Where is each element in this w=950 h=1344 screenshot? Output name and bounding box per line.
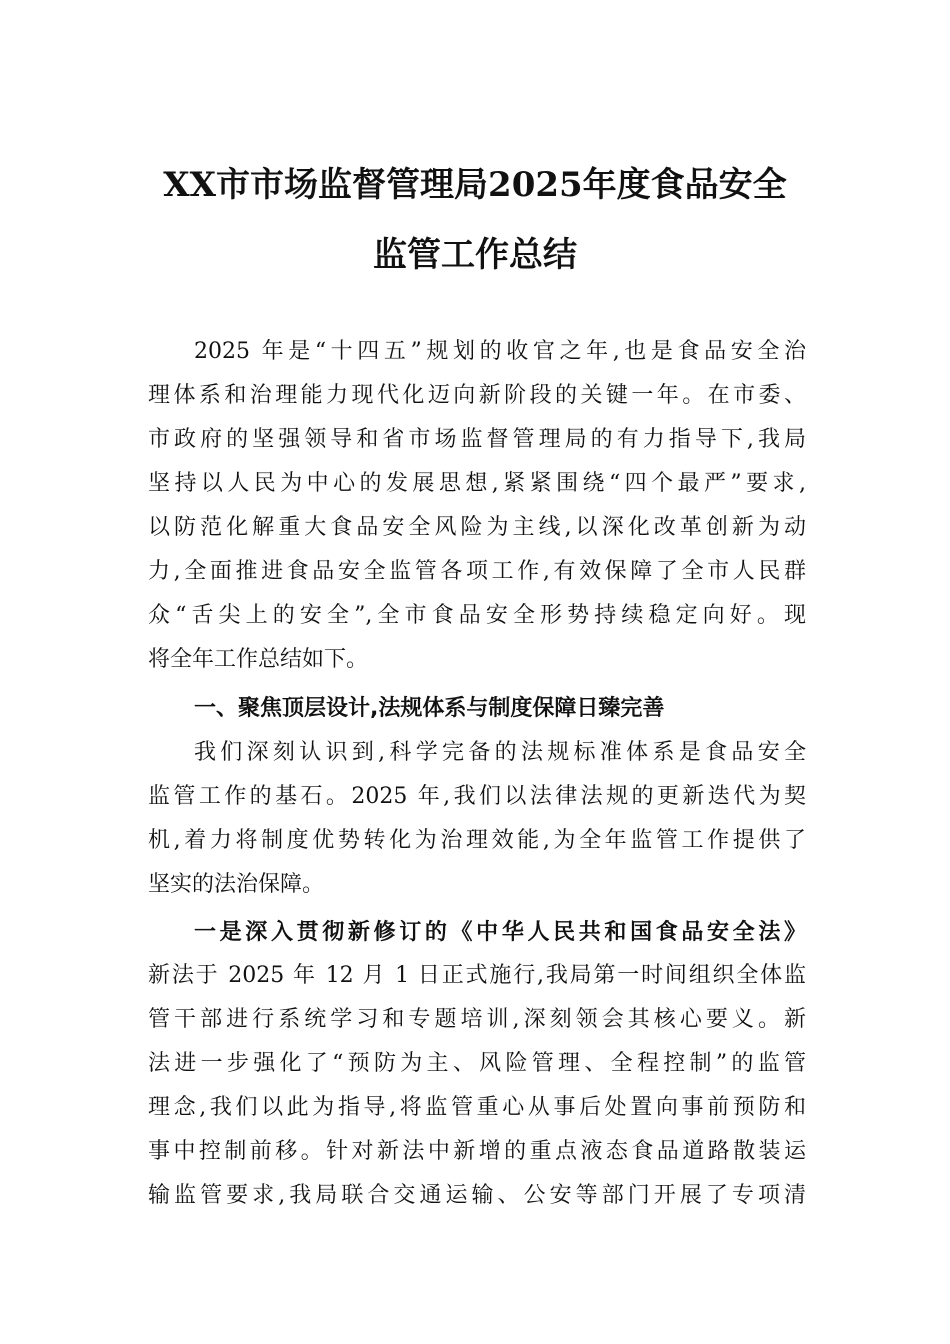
section-paragraph [148,731,806,907]
text-line: 新法于 2025 年 12 月 1 日正式施行,我局第一时间组织全体监 [148,963,806,988]
text-line: 众“舌尖上的安全”,全市食品安全形势持续稳定向好。现 [148,603,806,628]
text-line: 我们深刻认识到,科学完备的法规标准体系是食品安全 [194,740,806,765]
text-line: 事中控制前移。针对新法中新增的重点液态食品道路散装运 [148,1139,806,1164]
intro-paragraph [148,330,806,682]
text-line: 将全年工作总结如下。 [148,647,369,672]
text-line: 坚实的法治保障。 [148,872,325,897]
document-title-line-1: XX市市场监督管理局2025年度食品安全 [163,165,787,205]
text-line: 理体系和治理能力现代化迈向新阶段的关键一年。在市委、 [148,383,806,408]
text-line: 以防范化解重大食品安全风险为主线,以深化改革创新为动 [148,515,806,540]
document-title-line-2: 监管工作总结 [373,235,577,275]
text-line: 坚持以人民为中心的发展思想,紧紧围绕“四个最严”要求, [148,471,806,496]
text-line: 法进一步强化了“预防为主、风险管理、全程控制”的监管 [148,1051,806,1076]
text-line: 2025 年是“十四五”规划的收官之年,也是食品安全治 [194,339,806,364]
text-line: 监管工作的基石。2025 年,我们以法律法规的更新迭代为契 [148,784,806,809]
text-line: 理念,我们以此为指导,将监管重心从事后处置向事前预防和 [148,1095,806,1120]
text-line: 力,全面推进食品安全监管各项工作,有效保障了全市人民群 [148,559,806,584]
section-heading: 一、聚焦顶层设计,法规体系与制度保障日臻完善 [194,696,665,721]
document-body [148,330,806,1218]
text-line: 市政府的坚强领导和省市场监督管理局的有力指导下,我局 [148,427,806,452]
text-line: 输监管要求,我局联合交通运输、公安等部门开展了专项清 [148,1183,806,1208]
text-line: 管干部进行系统学习和专题培训,深刻领会其核心要义。新 [148,1007,806,1032]
subheading: 一是深入贯彻新修订的《中华人民共和国食品安全法》 [194,919,806,945]
sub-paragraph [148,954,806,1218]
text-line: 机,着力将制度优势转化为治理效能,为全年监管工作提供了 [148,828,806,853]
